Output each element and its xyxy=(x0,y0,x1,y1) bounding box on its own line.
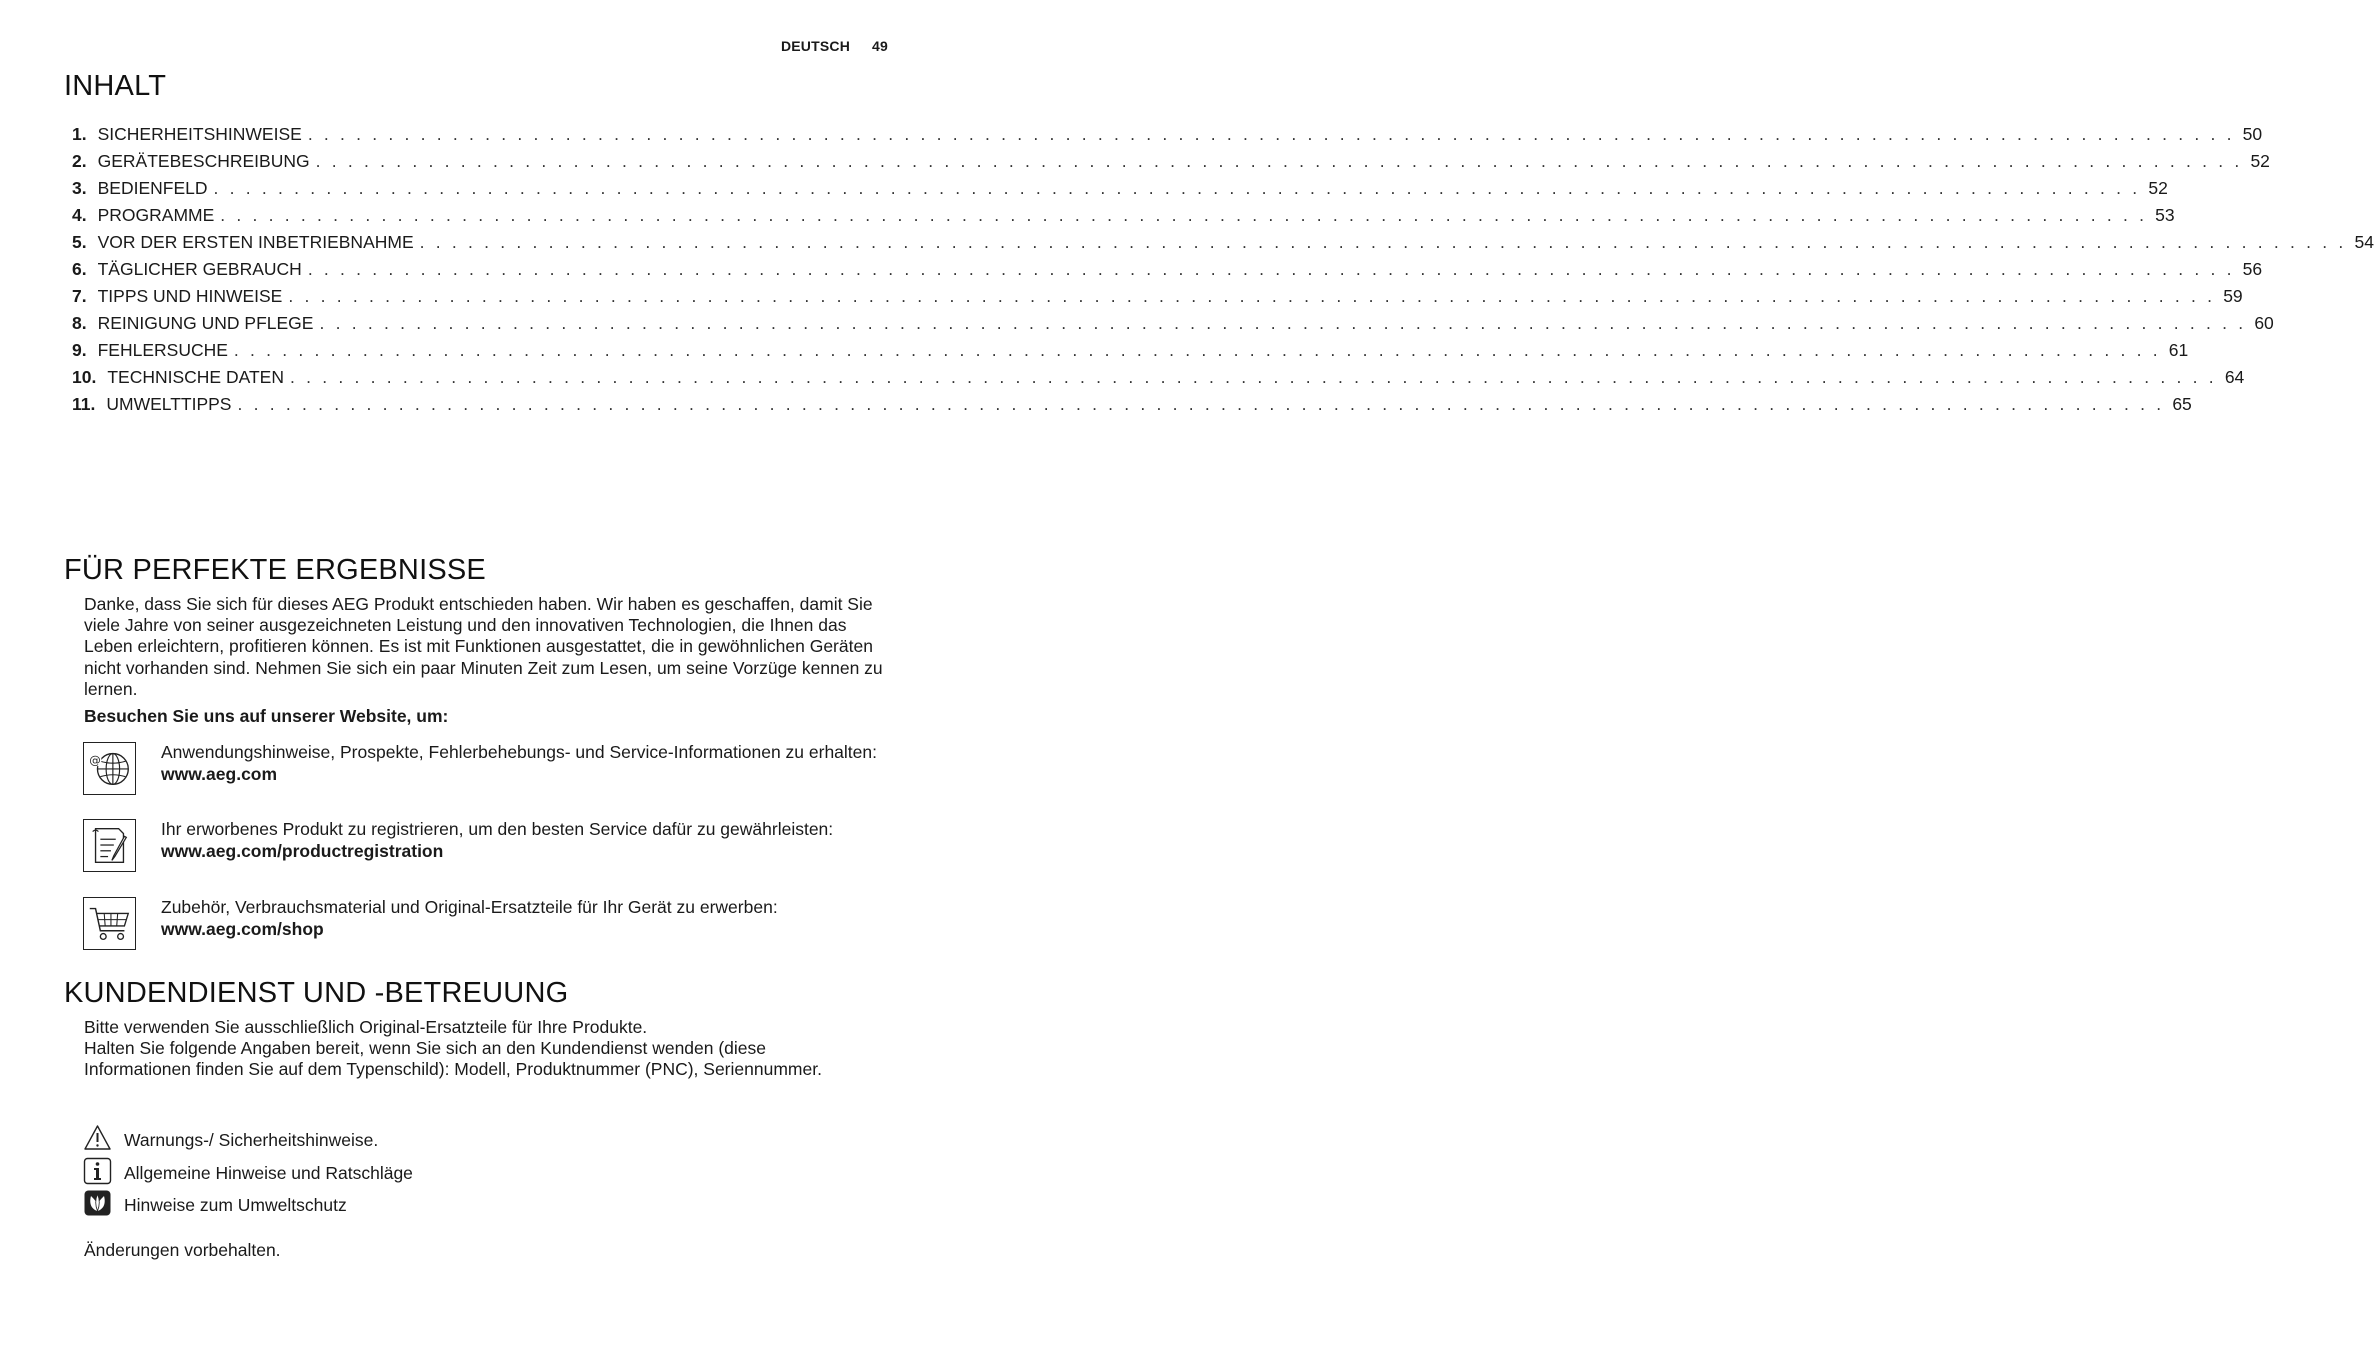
toc-leader-dots: . . . . . . . . . . . . . . . . . . . . . . . . . . . . . . . . . . . . . . . . . . . . . . . . . . . . . . . . . . . . . . . . . . . . . . . . . . . . . . . . . . . . . . . . . . . . . . . . . . . . . . . . . . . . . . . . . . . . . . . . xyxy=(307,259,2235,279)
toc-row[interactable] xyxy=(72,175,2168,202)
toc-number: 3. xyxy=(72,178,87,198)
perfect-results-title: FÜR PERFEKTE ERGEBNISSE xyxy=(64,554,486,586)
toc-page-number: 60 xyxy=(2254,313,2274,333)
toc-page-number: 50 xyxy=(2242,124,2263,144)
toc-number: 8. xyxy=(72,313,87,333)
toc-row[interactable] xyxy=(72,121,2263,148)
toc-leader-dots: . . . . . . . . . . . . . . . . . . . . . . . . . . . . . . . . . . . . . . . . . . . . . . . . . . . . . . . . . . . . . . . . . . . . . . . . . . . . . . . . . . . . . . . . . . . . . . . . . . . . . . . . . . . . . . . . . . . . . . . . xyxy=(233,340,2161,360)
toc-leader-dots: . . . . . . . . . . . . . . . . . . . . . . . . . . . . . . . . . . . . . . . . . . . . . . . . . . . . . . . . . . . . . . . . . . . . . . . . . . . . . . . . . . . . . . . . . . . . . . . . . . . . . . . . . . . . . . . . . . . . . . . . xyxy=(315,151,2243,171)
legend-text: Warnungs-/ Sicherheitshinweise. xyxy=(124,1130,379,1150)
toc-number: 9. xyxy=(72,340,87,360)
toc-number: 1. xyxy=(72,124,87,144)
toc-label: TÄGLICHER GEBRAUCH xyxy=(97,259,302,279)
perfect-results-intro: Danke, dass Sie sich für dieses AEG Produkt entschieden haben. Wir haben es geschaffen, damit Sie viele Jahre von seiner ausgezeichneten Leistung und den innovativen Technologien, die Ihnen das Leben erleichtern, profitieren können. Es ist mit Funktionen ausgestattet, die in gewöhnlichen Geräten nicht vorhanden sind. Nehmen Sie sich ein paar Minuten Zeit zum Lesen, um seine Vorzüge kennen zu lernen. xyxy=(84,594,883,699)
toc-page-number: 61 xyxy=(2168,340,2189,360)
toc-label: REINIGUNG UND PFLEGE xyxy=(97,313,314,333)
customer-service-text xyxy=(84,1017,899,1081)
website-link-shop[interactable]: www.aeg.com/shop xyxy=(161,918,324,939)
toc-row[interactable] xyxy=(72,310,2274,337)
visit-website-label: Besuchen Sie uns auf unserer Website, um: xyxy=(84,706,449,726)
website-item-text: Ihr erworbenes Produkt zu registrieren, um den besten Service dafür zu gewährleisten: xyxy=(161,819,834,839)
toc-title: INHALT xyxy=(64,70,167,102)
toc-row[interactable] xyxy=(72,283,2243,310)
toc-row[interactable] xyxy=(72,148,2270,175)
toc-row[interactable] xyxy=(72,202,2175,229)
environment-leaf-icon xyxy=(83,1189,112,1217)
info-icon xyxy=(83,1157,112,1185)
toc-label: TIPPS UND HINWEISE xyxy=(97,286,283,306)
customer-service-line: Bitte verwenden Sie ausschließlich Original-Ersatzteile für Ihre Produkte. xyxy=(84,1017,648,1037)
toc-leader-dots: . . . . . . . . . . . . . . . . . . . . . . . . . . . . . . . . . . . . . . . . . . . . . . . . . . . . . . . . . . . . . . . . . . . . . . . . . . . . . . . . . . . . . . . . . . . . . . . . . . . . . . . . . . . . . . . . . . . . . . . . xyxy=(319,313,2247,333)
toc-label: FEHLERSUCHE xyxy=(97,340,228,360)
toc-leader-dots: . . . . . . . . . . . . . . . . . . . . . . . . . . . . . . . . . . . . . . . . . . . . . . . . . . . . . . . . . . . . . . . . . . . . . . . . . . . . . . . . . . . . . . . . . . . . . . . . . . . . . . . . . . . . . . . . . . . . . . . . xyxy=(288,286,2216,306)
toc-row[interactable] xyxy=(72,229,2374,256)
toc-row[interactable] xyxy=(72,337,2189,364)
toc-leader-dots: . . . . . . . . . . . . . . . . . . . . . . . . . . . . . . . . . . . . . . . . . . . . . . . . . . . . . . . . . . . . . . . . . . . . . . . . . . . . . . . . . . . . . . . . . . . . . . . . . . . . . . . . . . . . . . . . . . . . . . . . xyxy=(237,394,2165,414)
changes-reserved-note: Änderungen vorbehalten. xyxy=(84,1240,281,1260)
header-language: DEUTSCH xyxy=(780,38,851,54)
website-item-text: Anwendungshinweise, Prospekte, Fehlerbehebungs- und Service-Informationen zu erhalten: xyxy=(161,742,877,762)
toc-page-number: 53 xyxy=(2155,205,2175,225)
toc-label: BEDIENFELD xyxy=(97,178,208,198)
toc-label: TECHNISCHE DATEN xyxy=(107,367,284,387)
website-link-aeg[interactable]: www.aeg.com xyxy=(161,763,278,784)
shopping-cart-icon xyxy=(83,897,136,950)
registration-form-icon xyxy=(83,819,136,872)
page-header xyxy=(781,38,888,54)
toc-label: GERÄTEBESCHREIBUNG xyxy=(97,151,310,171)
legend-row-info xyxy=(83,1157,683,1187)
toc-page-number: 54 xyxy=(2354,232,2374,252)
toc-page-number: 56 xyxy=(2242,259,2263,279)
toc-page-number: 65 xyxy=(2172,394,2192,414)
header-page-number: 49 xyxy=(872,38,888,54)
customer-service-line: Halten Sie folgende Angaben bereit, wenn Sie sich an den Kundendienst wenden (diese Informationen finden Sie auf dem Typenschild): Modell, Produktnummer (PNC), Seriennummer. xyxy=(84,1038,822,1080)
toc-leader-dots: . . . . . . . . . . . . . . . . . . . . . . . . . . . . . . . . . . . . . . . . . . . . . . . . . . . . . . . . . . . . . . . . . . . . . . . . . . . . . . . . . . . . . . . . . . . . . . . . . . . . . . . . . . . . . . . . . . . . . . . . xyxy=(419,232,2347,252)
toc-leader-dots: . . . . . . . . . . . . . . . . . . . . . . . . . . . . . . . . . . . . . . . . . . . . . . . . . . . . . . . . . . . . . . . . . . . . . . . . . . . . . . . . . . . . . . . . . . . . . . . . . . . . . . . . . . . . . . . . . . . . . . . . xyxy=(213,178,2141,198)
toc-row[interactable] xyxy=(72,391,2192,418)
toc-leader-dots: . . . . . . . . . . . . . . . . . . . . . . . . . . . . . . . . . . . . . . . . . . . . . . . . . . . . . . . . . . . . . . . . . . . . . . . . . . . . . . . . . . . . . . . . . . . . . . . . . . . . . . . . . . . . . . . . . . . . . . . . xyxy=(307,124,2235,144)
toc-number: 6. xyxy=(72,259,87,279)
toc-page-number: 52 xyxy=(2250,151,2270,171)
svg-text:@: @ xyxy=(89,753,101,768)
toc-number: 10. xyxy=(72,367,97,387)
toc-leader-dots: . . . . . . . . . . . . . . . . . . . . . . . . . . . . . . . . . . . . . . . . . . . . . . . . . . . . . . . . . . . . . . . . . . . . . . . . . . . . . . . . . . . . . . . . . . . . . . . . . . . . . . . . . . . . . . . . . . . . . . . . xyxy=(289,367,2217,387)
customer-service-title: KUNDENDIENST UND -BETREUUNG xyxy=(64,977,569,1009)
toc-number: 2. xyxy=(72,151,87,171)
toc-row[interactable] xyxy=(72,364,2245,391)
legend-row-environment xyxy=(83,1189,683,1219)
table-of-contents xyxy=(72,121,2374,418)
toc-number: 5. xyxy=(72,232,87,252)
globe-at-icon xyxy=(83,742,136,795)
toc-page-number: 59 xyxy=(2223,286,2243,306)
website-item-text: Zubehör, Verbrauchsmaterial und Original-Ersatzteile für Ihr Gerät zu erwerben: xyxy=(161,897,778,917)
toc-row[interactable] xyxy=(72,256,2263,283)
toc-label: SICHERHEITSHINWEISE xyxy=(97,124,302,144)
toc-page-number: 64 xyxy=(2224,367,2245,387)
toc-number: 7. xyxy=(72,286,87,306)
toc-label: PROGRAMME xyxy=(97,205,215,225)
legend-row-warning xyxy=(83,1124,683,1154)
toc-leader-dots: . . . . . . . . . . . . . . . . . . . . . . . . . . . . . . . . . . . . . . . . . . . . . . . . . . . . . . . . . . . . . . . . . . . . . . . . . . . . . . . . . . . . . . . . . . . . . . . . . . . . . . . . . . . . . . . . . . . . . . . . xyxy=(220,205,2148,225)
toc-page-number: 52 xyxy=(2148,178,2168,198)
legend-text: Allgemeine Hinweise und Ratschläge xyxy=(124,1163,413,1183)
toc-label: VOR DER ERSTEN INBETRIEBNAHME xyxy=(97,232,414,252)
website-link-productregistration[interactable]: www.aeg.com/productregistration xyxy=(161,840,444,861)
legend-text: Hinweise zum Umweltschutz xyxy=(124,1195,347,1215)
toc-label: UMWELTTIPPS xyxy=(106,394,232,414)
warning-triangle-icon xyxy=(83,1124,112,1152)
toc-number: 4. xyxy=(72,205,87,225)
toc-number: 11. xyxy=(72,394,96,414)
